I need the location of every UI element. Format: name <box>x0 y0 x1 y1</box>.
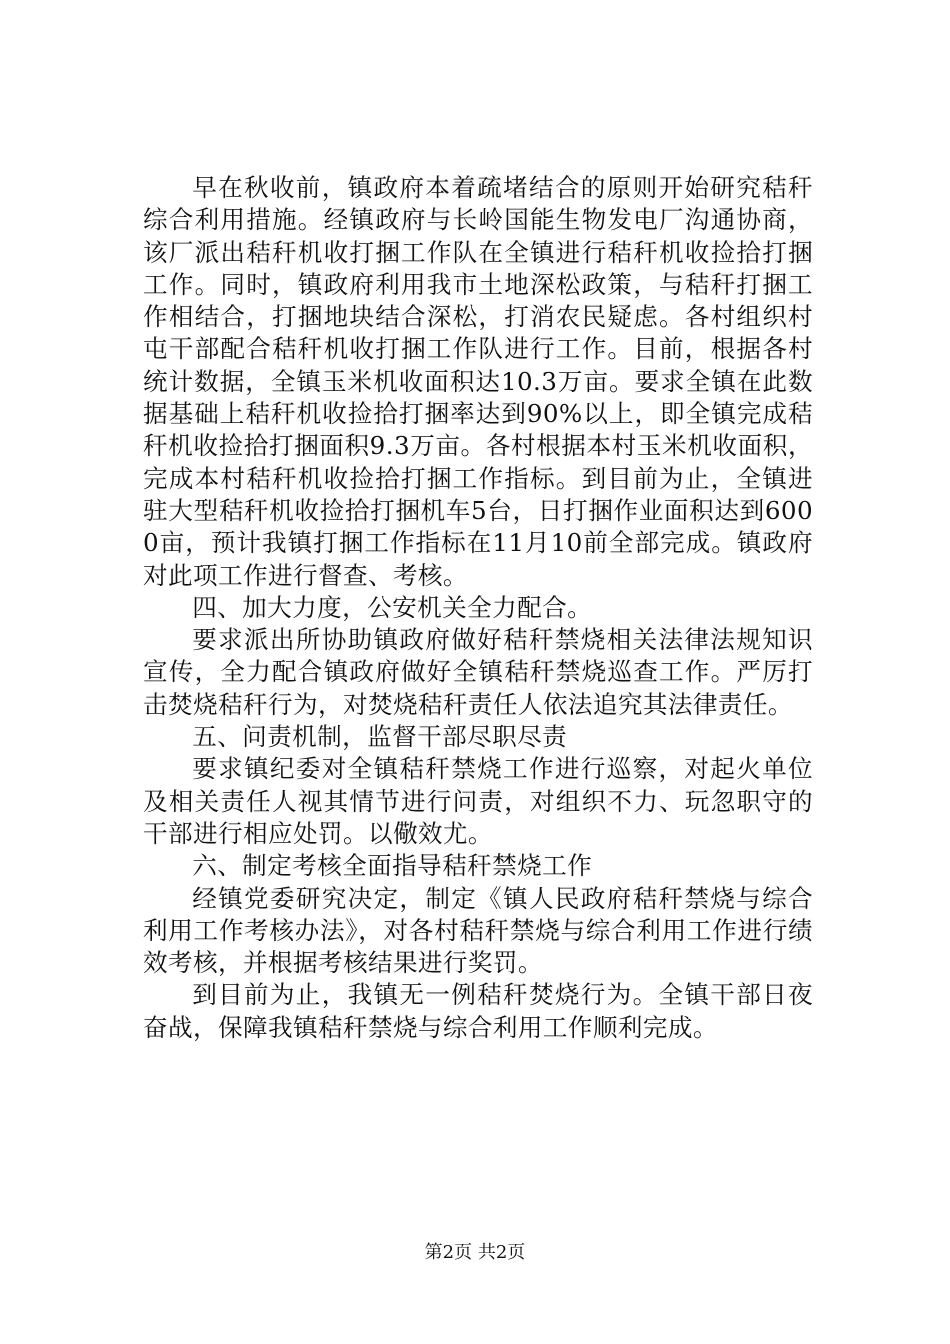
heading-section-five: 五、问责机制，监督干部尽职尽责 <box>192 722 568 752</box>
paragraph-assessment-method: 经镇党委研究决定，制定《镇人民政府秸秆禁烧与综合利用工作考核办法》，对各村秸秆禁烧与综合利用工作进行绩效考核，并根据考核结果进行奖罚。 <box>143 883 813 978</box>
paragraph-police-cooperation: 要求派出所协助镇政府做好秸秆禁烧相关法律法规知识宣传，全力配合镇政府做好全镇秸秆禁烧巡查工作。严厉打击焚烧秸秆行为，对焚烧秸秆责任人依法追究其法律责任。 <box>143 625 813 719</box>
paragraph-accountability: 要求镇纪委对全镇秸秆禁烧工作进行巡察，对起火单位及相关责任人视其情节进行问责，对组织不力、玩忽职守的干部进行相应处罚。以儆效尤。 <box>143 754 813 848</box>
paragraph-straw-utilization: 早在秋收前，镇政府本着疏堵结合的原则开始研究秸秆综合利用措施。经镇政府与长岭国能生物发电厂沟通协商，该厂派出秸秆机收打捆工作队在全镇进行秸秆机收捡拾打捆工作。同时，镇政府利用我市土地深松政策，与秸秆打捆工作相结合，打捆地块结合深松，打消农民疑虑。各村组织村屯干部配合秸秆机收打捆工作队进行工作。目前，根据各村统计数据，全镇玉米机收面积达10.3万亩。要求全镇在此数据基础上秸秆机收捡拾打捆率达到90%以上，即全镇完成秸秆机收捡拾打捆面积9.3万亩。各村根据本村玉米机收面积，完成本村秸秆机收捡拾打捆工作指标。到目前为止，全镇进驻大型秸秆机收捡拾打捆机车5台，日打捆作业面积达到6000亩，预计我镇打捆工作指标在11月10前全部完成。镇政府对此项工作进行督查、考核。 <box>143 173 813 590</box>
heading-section-four: 四、加大力度，公安机关全力配合。 <box>192 592 593 622</box>
heading-section-six: 六、制定考核全面指导秸秆禁烧工作 <box>192 851 593 881</box>
page-number-footer: 第2页 共2页 <box>424 1242 526 1263</box>
paragraph-conclusion: 到目前为止，我镇无一例秸秆焚烧行为。全镇干部日夜奋战，保障我镇秸秆禁烧与综合利用工作顺利完成。 <box>143 980 813 1042</box>
document-body <box>143 172 813 1044</box>
